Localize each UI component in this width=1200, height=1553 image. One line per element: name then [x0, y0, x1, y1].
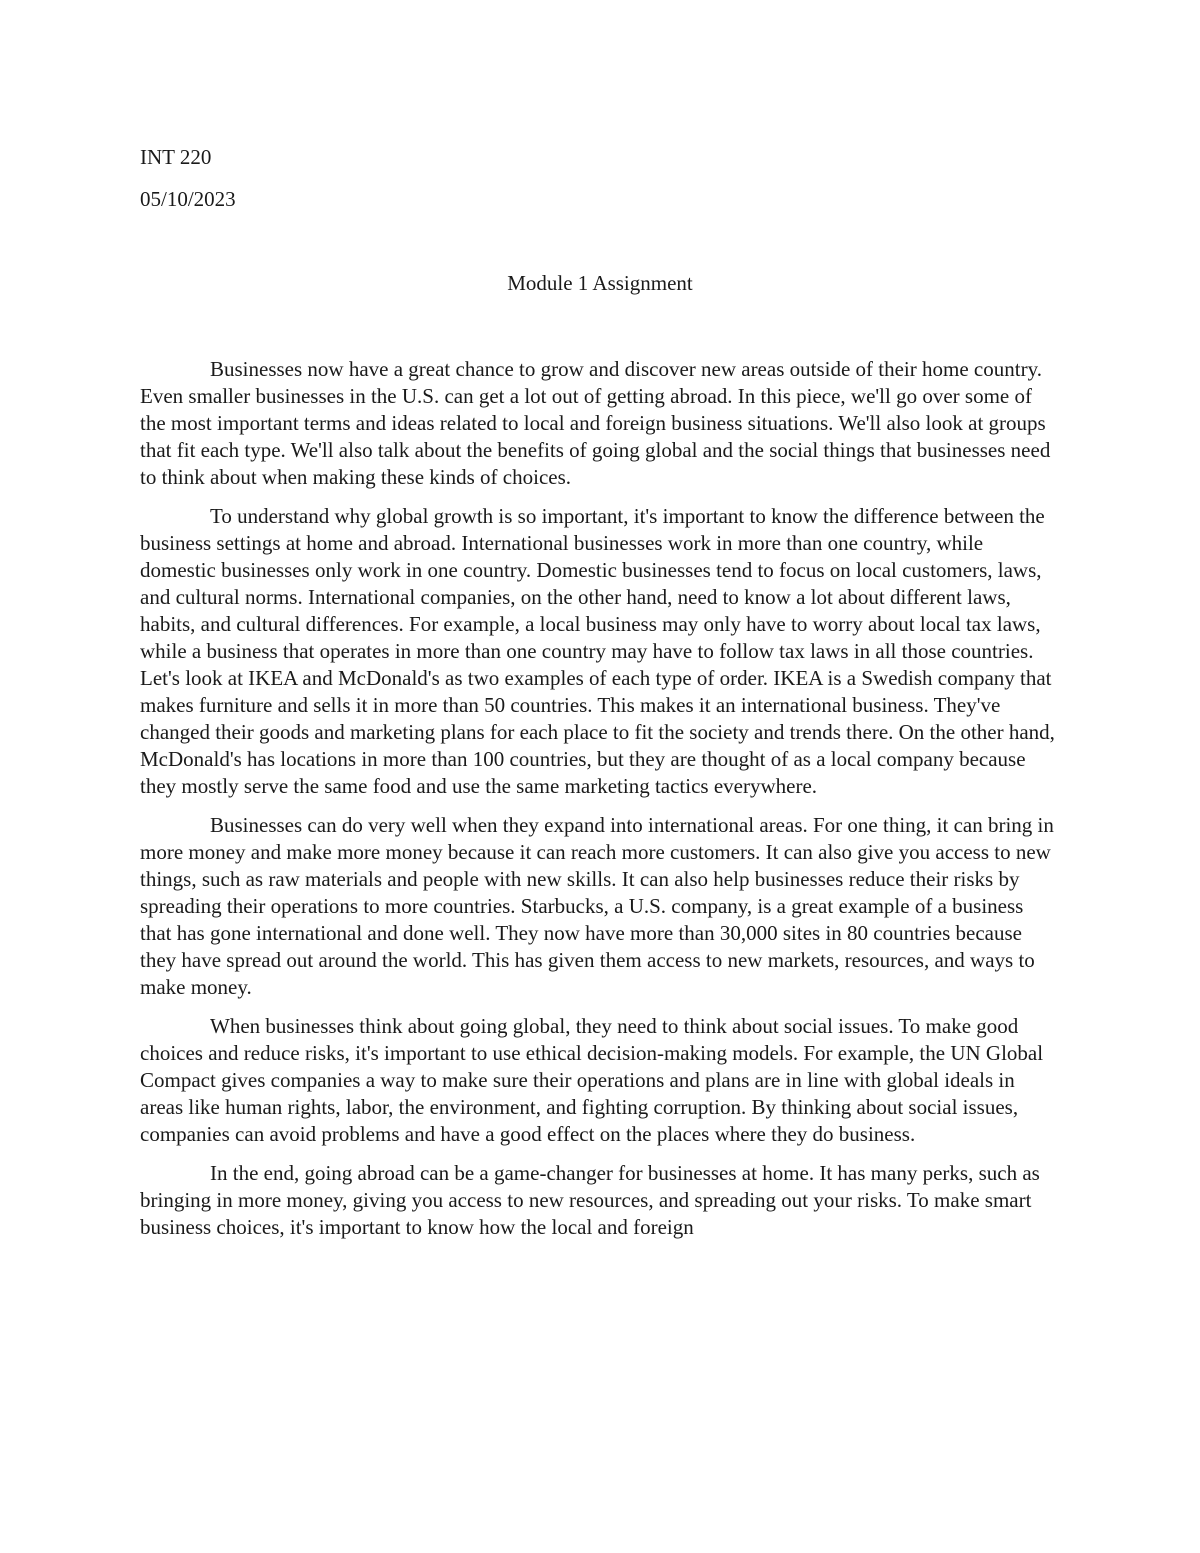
paragraph-5: In the end, going abroad can be a game-changer for businesses at home. It has many perks, such as bringing in more money, giving you access to new resources, and spreading out your risks. To make smart business choices, it's important to know how the local and foreign	[140, 1161, 1040, 1239]
course-code: INT 220	[140, 145, 212, 169]
page-title: Module 1 Assignment	[507, 271, 693, 295]
paragraph-2: To understand why global growth is so important, it's important to know the difference between the business settings at home and abroad. International businesses work in more than one country, while domestic businesses only work in one country. Domestic businesses tend to focus on local customers, laws, and cultural norms. International companies, on the other hand, need to know a lot about different laws, habits, and cultural differences. For example, a local business may only have to worry about local tax laws, while a business that operates in more than one country may have to follow tax laws in all those countries. Let's look at IKEA and McDonald's as two examples of each type of order. IKEA is a Swedish company that makes furniture and sells it in more than 50 countries. This makes it an international business. They've changed their goods and marketing plans for each place to fit the society and trends there. On the other hand, McDonald's has locations in more than 100 countries, but they are thought of as a local company because they mostly serve the same food and use the same marketing tactics everywhere.	[140, 504, 1055, 798]
paragraph-3: Businesses can do very well when they expand into international areas. For one thing, it can bring in more money and make more money because it can reach more customers. It can also give you access to new things, such as raw materials and people with new skills. It can also help businesses reduce their risks by spreading their operations to more countries. Starbucks, a U.S. company, is a great example of a business that has gone international and done well. They now have more than 30,000 sites in 80 countries because they have spread out around the world. This has given them access to new markets, resources, and ways to make money.	[140, 813, 1054, 999]
paragraph-1: Businesses now have a great chance to grow and discover new areas outside of their home country. Even smaller businesses in the U.S. can get a lot out of getting abroad. In this piece, we'll go over some of the most important terms and ideas related to local and foreign business situations. We'll also look at groups that fit each type. We'll also talk about the benefits of going global and the social things that businesses need to think about when making these kinds of choices.	[140, 357, 1051, 489]
paragraph-4: When businesses think about going global, they need to think about social issues. To make good choices and reduce risks, it's important to use ethical decision-making models. For example, the UN Global Compact gives companies a way to make sure their operations and plans are in line with global ideals in areas like human rights, labor, the environment, and fighting corruption. By thinking about social issues, companies can avoid problems and have a good effect on the places where they do business.	[140, 1014, 1044, 1146]
assignment-date: 05/10/2023	[140, 187, 236, 211]
document-body	[140, 356, 1060, 1253]
